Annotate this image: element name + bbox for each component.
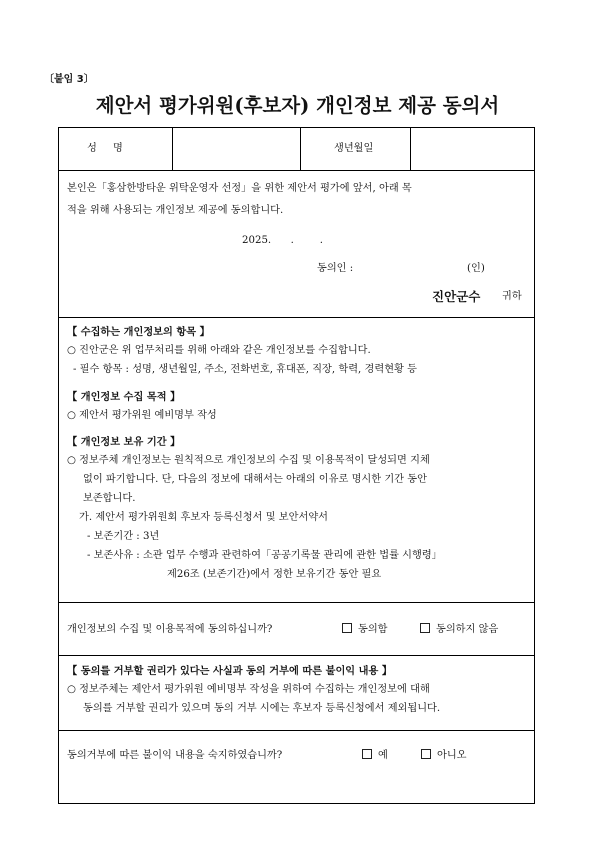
collect-line-1: ○ 진안군은 위 업무처리를 위해 아래와 같은 개인정보를 수집합니다. [67, 345, 371, 356]
retention-item: 가. 제안서 평가위원회 후보자 등록신청서 및 보안서약서 [79, 512, 329, 523]
no-option[interactable] [421, 746, 467, 765]
agree-label: 동의함 [358, 624, 388, 635]
name-label: 성 명 [87, 143, 123, 154]
yes-option[interactable] [362, 746, 388, 765]
no-checkbox[interactable] [421, 749, 431, 759]
collect-heading: 【 수집하는 개인정보의 항목 】 [67, 326, 210, 338]
consent-question: 개인정보의 수집 및 이용목적에 동의하십니까? [67, 624, 273, 635]
retention-line-2: 없이 파기합니다. 단, 다음의 정보에 대해서는 아래의 이유로 명시한 기간 동안 [83, 474, 427, 485]
honorific: 귀하 [502, 291, 522, 302]
retention-line-1: ○ 정보주체 개인정보는 원칙적으로 개인정보의 수집 및 이용목적이 달성되면 지체 [67, 455, 430, 466]
purpose-heading: 【 개인정보 수집 목적 】 [67, 391, 181, 403]
refusal-line-1: ○ 정보주체는 제안서 평가위원 예비명부 작성을 위하여 수집하는 개인정보에 대해 [67, 684, 430, 695]
consent-statement [59, 170, 534, 318]
name-field[interactable] [173, 129, 299, 169]
attachment-tag: 〔붙임 3〕 [44, 74, 94, 85]
retention-period: - 보존기간 : 3년 [87, 531, 160, 542]
disagree-option[interactable] [420, 620, 498, 639]
no-label: 아니오 [437, 750, 467, 761]
signer-name-field[interactable] [377, 259, 457, 278]
signer-label: 동의인 : [317, 263, 354, 274]
retention-heading: 【 개인정보 보유 기간 】 [67, 436, 181, 448]
retention-reason-1: - 보존사유 : 소관 업무 수행과 관련하여「공공기록물 관리에 관한 법률 시행령」 [87, 550, 442, 561]
yes-label: 예 [378, 750, 388, 761]
yes-checkbox[interactable] [362, 749, 372, 759]
addressee: 진안군수 [432, 289, 481, 304]
page-title: 제안서 평가위원(후보자) 개인정보 제공 동의서 [95, 94, 500, 117]
consent-line-1: 본인은「홍삼한방타운 위탁운영자 선정」을 위한 제안서 평가에 앞서, 아래 목 [67, 183, 412, 194]
disagree-checkbox[interactable] [420, 623, 430, 633]
refusal-section [59, 655, 534, 731]
collect-line-2: - 필수 항목 : 성명, 생년월일, 주소, 전화번호, 휴대폰, 직장, 학력, 경력현황 등 [73, 364, 417, 375]
acknowledge-question-row [59, 730, 534, 804]
consent-form [58, 127, 535, 804]
consent-date: 2025. . . [242, 235, 323, 246]
retention-line-3: 보존합니다. [83, 493, 136, 504]
privacy-info-section [59, 317, 534, 603]
info-row [59, 128, 534, 170]
consent-question-row [59, 602, 534, 656]
acknowledge-question: 동의거부에 따른 불이익 내용을 숙지하였습니까? [67, 750, 283, 761]
birth-date-field[interactable] [411, 129, 534, 169]
consent-line-2: 적을 위해 사용되는 개인정보 제공에 동의합니다. [67, 205, 284, 216]
refusal-heading: 【 동의를 거부할 권리가 있다는 사실과 동의 거부에 따른 불이익 내용 】 [67, 665, 393, 677]
seal-mark: (인) [467, 263, 485, 274]
refusal-line-2: 동의를 거부할 권리가 있으며 동의 거부 시에는 후보자 등록신청에서 제외됩니다. [83, 703, 441, 714]
retention-reason-2: 제26조 (보존기간)에서 정한 보유기간 동안 필요 [167, 569, 382, 580]
agree-checkbox[interactable] [342, 623, 352, 633]
purpose-line-1: ○ 제안서 평가위원 예비명부 작성 [67, 410, 217, 421]
agree-option[interactable] [342, 620, 388, 639]
birth-date-label: 생년월일 [334, 143, 374, 154]
disagree-label: 동의하지 않음 [436, 624, 499, 635]
